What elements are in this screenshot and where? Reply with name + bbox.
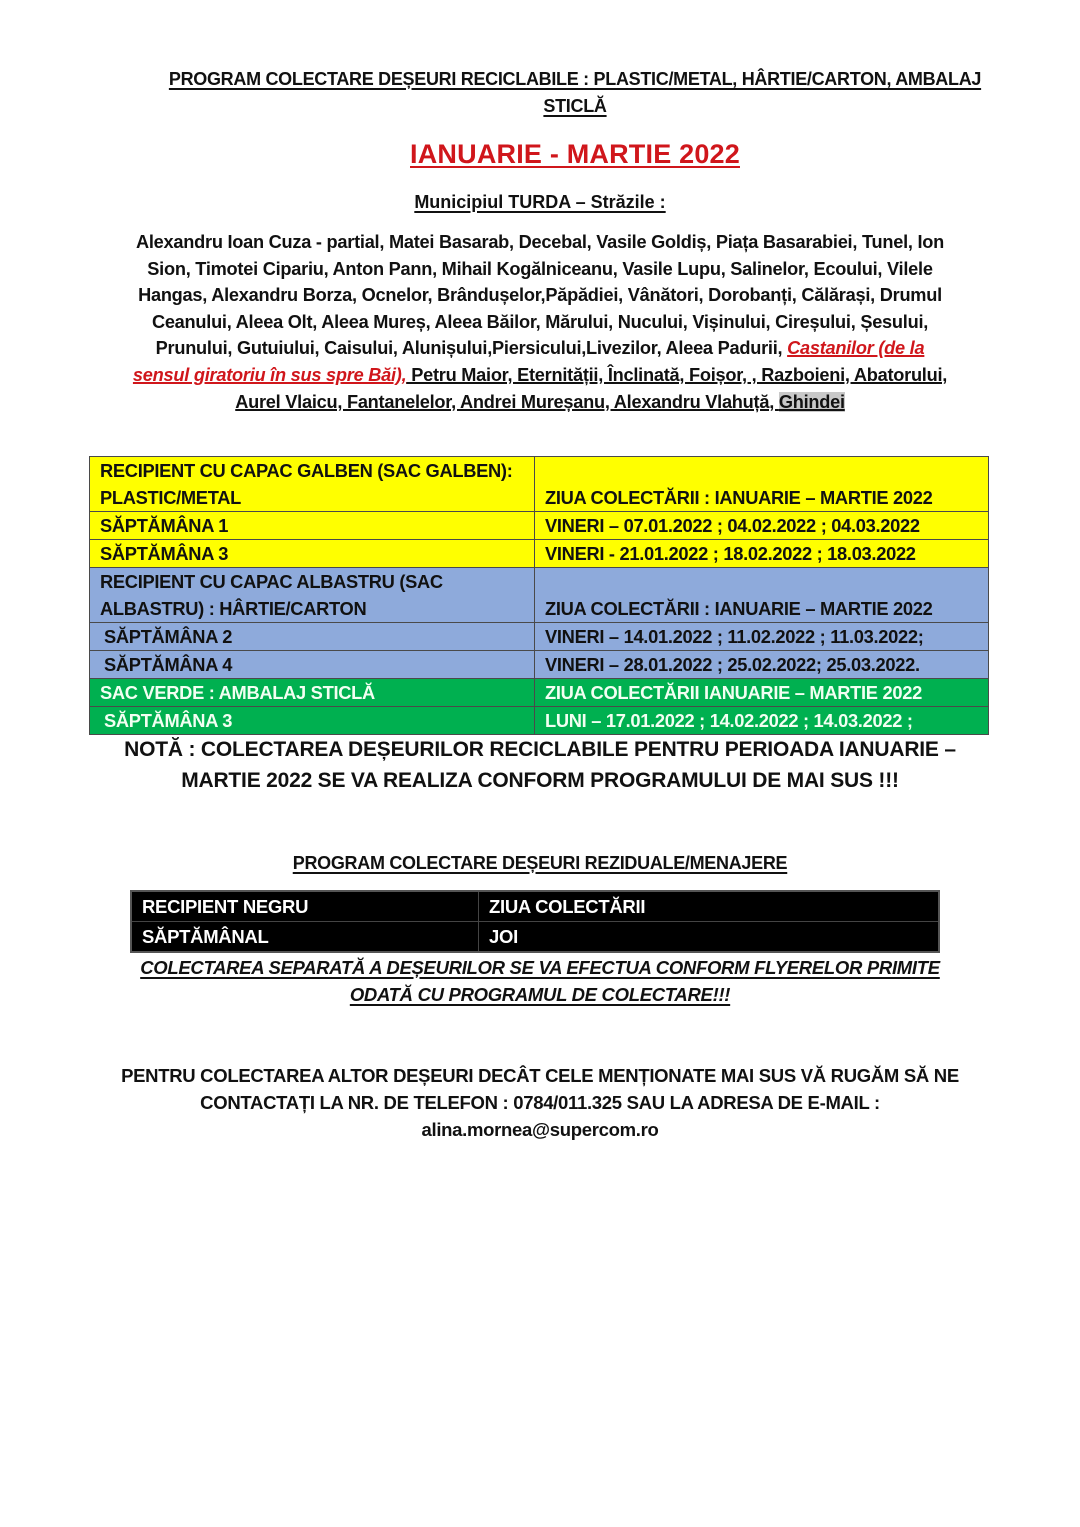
residual-header-row xyxy=(131,891,939,922)
black-bin-label: RECIPIENT NEGRU xyxy=(131,891,479,922)
green-header-row xyxy=(90,679,989,707)
streets-plain: Alexandru Ioan Cuza - partial, Matei Basarab, Decebal, Vasile Goldiș, Piața Basarabiei, Tunel, Ion Sion, Timotei Cipariu, Anton Pann, Mihail Kogălniceanu, Vasile Lupu, Salinelor, Ecoului, Vilele Hangas, Alexandru Borza, Ocnelor, Brândușelor,Păpădiei, Vânători, Dorobanți, Călărași, Drumul Ceanului, Aleea Olt, Aleea Mureș, Aleea Băilor, Mărului, Nucului, Vișinului, Cireșului, Șesului, Prunului, Gutuiului, Caisului, Alunișului,Piersicului,Livezilor, Aleea Padurii, xyxy=(135,232,944,359)
table-row xyxy=(90,623,989,651)
separate-note-text: COLECTAREA SEPARATĂ A DEȘEURILOR SE VA EFECTUA CONFORM FLYERELOR PRIMITE ODATĂ CU PROGRAMUL DE COLECTARE!!! xyxy=(140,957,940,1005)
table-row xyxy=(90,512,989,540)
separate-collection-note xyxy=(130,954,950,1008)
week-cell: SĂPTĂMÂNA 2 xyxy=(90,623,535,651)
table-row xyxy=(90,651,989,679)
blue-bin-label: RECIPIENT CU CAPAC ALBASTRU (SAC ALBASTRU) : HÂRTIE/CARTON xyxy=(90,568,535,623)
week-cell: SĂPTĂMÂNA 3 xyxy=(90,707,535,735)
table-row xyxy=(131,922,939,953)
contact-email[interactable]: alina.mornea@supercom.ro xyxy=(421,1119,659,1140)
blue-header-row xyxy=(90,568,989,623)
title-text: PROGRAM COLECTARE DEȘEURI RECICLABILE : PLASTIC/METAL, HÂRTIE/CARTON, AMBALAJ STICLĂ xyxy=(168,69,982,116)
recycling-schedule-table xyxy=(89,456,989,735)
period-heading xyxy=(240,135,910,173)
document-title xyxy=(150,66,1000,120)
municipality-text: Municipiul TURDA – Străzile : xyxy=(414,192,666,212)
streets-underlined: Petru Maior, Eternității, Înclinată, Foișor, , Razboieni, Abatorului, Aurel Vlaicu, Fantanelelor, Andrei Mureșanu, Alexandru Vlahuță, xyxy=(235,364,948,412)
week-cell: SĂPTĂMÂNA 1 xyxy=(90,512,535,540)
yellow-bin-label: RECIPIENT CU CAPAC GALBEN (SAC GALBEN): PLASTIC/METAL xyxy=(90,457,535,512)
week-cell: SĂPTĂMÂNA 4 xyxy=(90,651,535,679)
yellow-collection-day-label: ZIUA COLECTĂRII : IANUARIE – MARTIE 2022 xyxy=(535,457,989,512)
streets-list xyxy=(128,229,952,415)
dates-cell: VINERI - 21.01.2022 ; 18.02.2022 ; 18.03.2022 xyxy=(535,540,989,568)
residual-title-text: PROGRAM COLECTARE DEȘEURI REZIDUALE/MENAJERE xyxy=(292,853,788,873)
frequency-cell: SĂPTĂMÂNAL xyxy=(131,922,479,953)
residual-heading xyxy=(240,850,840,876)
table-row xyxy=(90,540,989,568)
green-collection-day-label: ZIUA COLECTĂRII IANUARIE – MARTIE 2022 xyxy=(535,679,989,707)
recycling-note: NOTĂ : COLECTAREA DEȘEURILOR RECICLABILE PENTRU PERIOADA IANUARIE – MARTIE 2022 SE VA REALIZA CONFORM PROGRAMULUI DE MAI SUS !!! xyxy=(124,738,956,792)
municipality-heading xyxy=(240,189,840,215)
contact-text: PENTRU COLECTAREA ALTOR DEȘEURI DECÂT CELE MENȚIONATE MAI SUS VĂ RUGĂM SĂ NE CONTACTAȚI LA NR. DE TELEFON : 0784/011.325 SAU LA ADRESA DE E-MAIL : xyxy=(121,1065,959,1113)
yellow-header-row xyxy=(90,457,989,512)
dates-cell: VINERI – 28.01.2022 ; 25.02.2022; 25.03.2022. xyxy=(535,651,989,679)
period-text: IANUARIE - MARTIE 2022 xyxy=(410,139,740,169)
table-row xyxy=(90,707,989,735)
streets-highlighted: Ghindei xyxy=(778,391,845,412)
dates-cell: VINERI – 14.01.2022 ; 11.02.2022 ; 11.03.2022; xyxy=(535,623,989,651)
streets-red-note: Castanilor (de la sensul giratoriu în sus spre Băi), xyxy=(132,338,925,385)
week-cell: SĂPTĂMÂNA 3 xyxy=(90,540,535,568)
blue-collection-day-label: ZIUA COLECTĂRII : IANUARIE – MARTIE 2022 xyxy=(535,568,989,623)
collection-day-label: ZIUA COLECTĂRII xyxy=(479,891,940,922)
day-cell: JOI xyxy=(479,922,940,953)
contact-info xyxy=(110,1062,970,1143)
dates-cell: LUNI – 17.01.2022 ; 14.02.2022 ; 14.03.2022 ; xyxy=(535,707,989,735)
green-bag-label: SAC VERDE : AMBALAJ STICLĂ xyxy=(90,679,535,707)
residual-schedule-table xyxy=(130,890,940,953)
dates-cell: VINERI – 07.01.2022 ; 04.02.2022 ; 04.03.2022 xyxy=(535,512,989,540)
